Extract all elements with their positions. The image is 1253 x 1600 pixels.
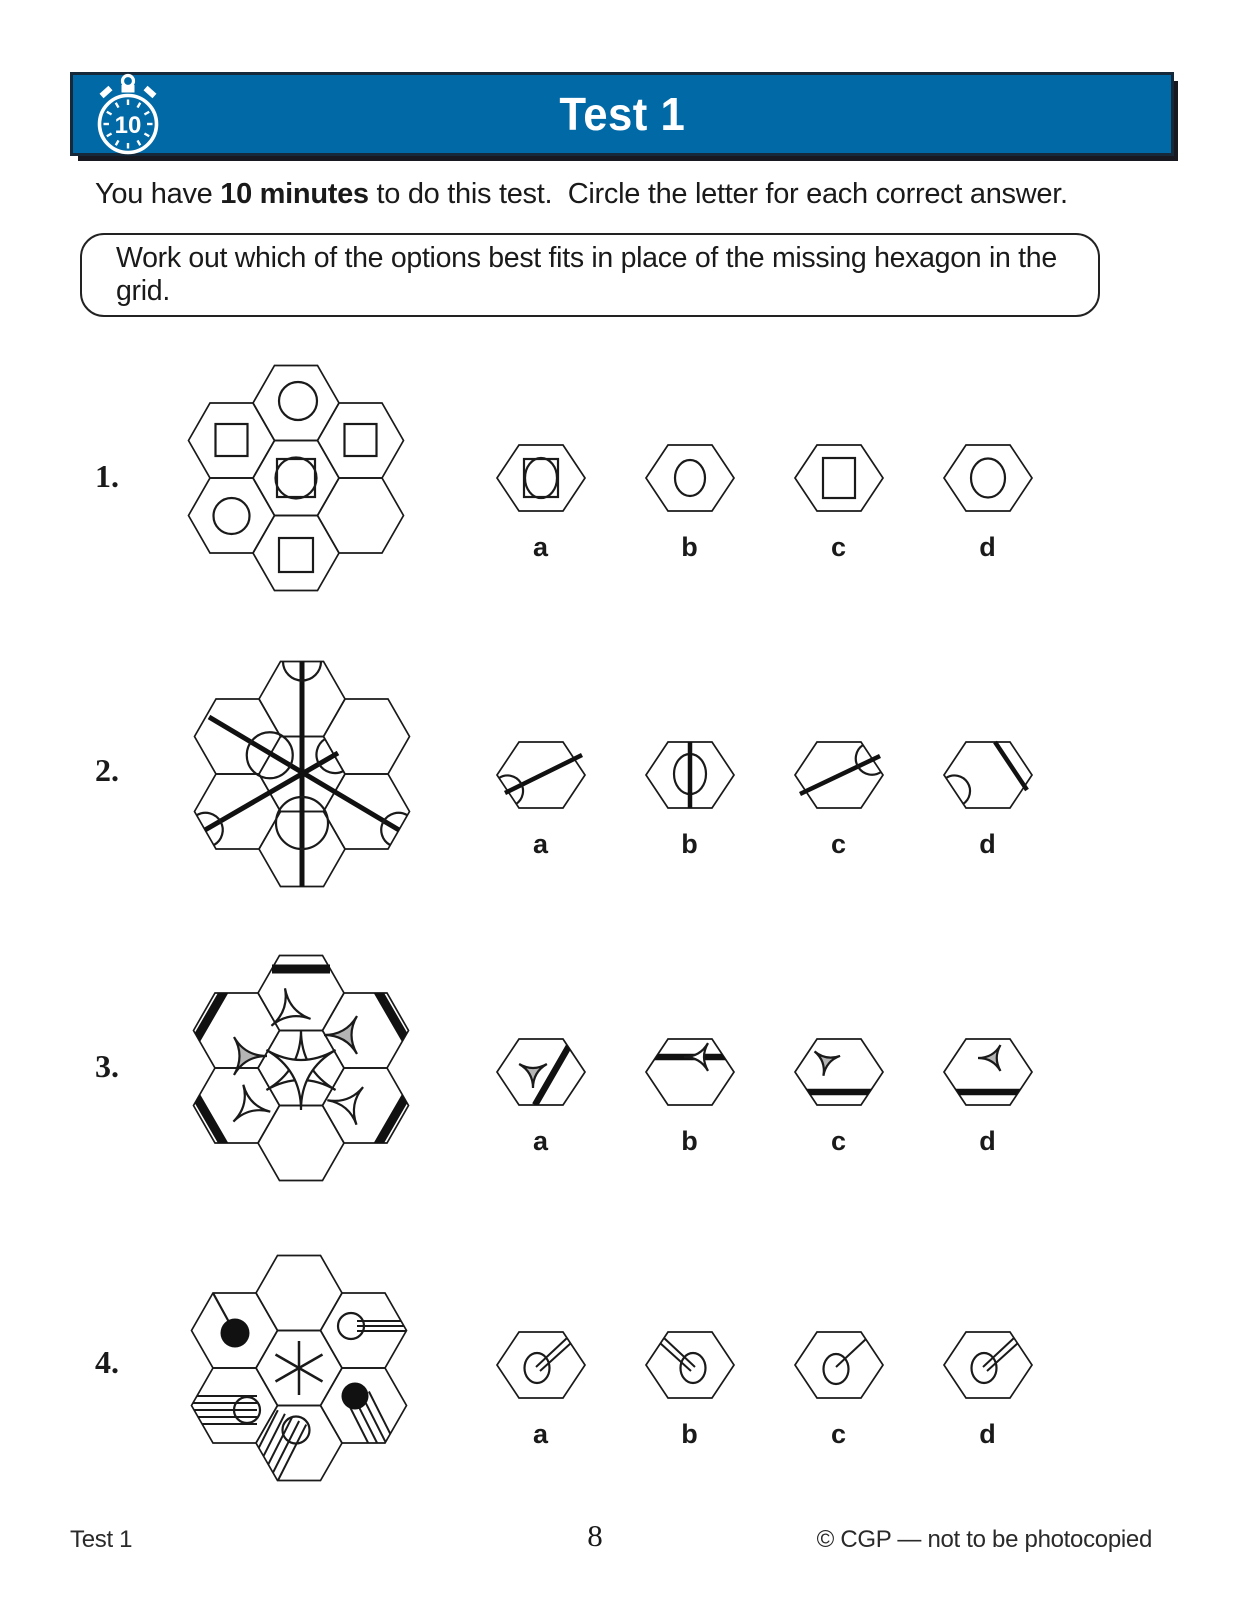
instructions-suffix: to do this test. Circle the letter for each correct answer. bbox=[368, 178, 1068, 210]
option-label[interactable]: b bbox=[681, 1419, 698, 1449]
question-3-option-b[interactable] bbox=[615, 1029, 764, 1157]
question-2-option-b[interactable] bbox=[615, 732, 764, 860]
option-figure-circle-vertical-line bbox=[630, 732, 750, 818]
option-figure-small-circle bbox=[630, 435, 750, 521]
question-2-option-c[interactable] bbox=[764, 732, 913, 860]
question-4-grid-figure bbox=[149, 1218, 449, 1518]
question-4-option-c[interactable] bbox=[764, 1322, 913, 1450]
option-label[interactable]: c bbox=[830, 829, 847, 859]
option-label[interactable]: c bbox=[830, 1126, 847, 1156]
question-4-options bbox=[466, 1322, 1062, 1450]
stopwatch-icon bbox=[83, 71, 173, 161]
option-figure-grey-star-left-bottom-stripe bbox=[928, 1029, 1048, 1115]
page-number: 8 bbox=[587, 1518, 603, 1553]
option-figure-grey-star-diagonal-stripe bbox=[481, 1029, 601, 1115]
option-label[interactable]: a bbox=[532, 1419, 549, 1449]
test-instructions bbox=[95, 178, 1155, 211]
question-1-option-b[interactable] bbox=[615, 435, 764, 563]
option-figure-grey-star-bottom-stripe bbox=[779, 1029, 899, 1115]
footer-test-name: Test 1 bbox=[70, 1526, 133, 1553]
question-1-options bbox=[466, 435, 1062, 563]
question-4-option-d[interactable] bbox=[913, 1322, 1062, 1450]
option-figure-grey-circle-single-tail bbox=[779, 1322, 899, 1408]
task-instruction-box bbox=[80, 233, 1100, 317]
option-label[interactable]: b bbox=[681, 1126, 698, 1156]
page-title: Test 1 bbox=[559, 88, 685, 140]
instructions-time: 10 minutes bbox=[220, 178, 369, 210]
timer-minutes: 10 bbox=[114, 112, 142, 139]
option-label[interactable]: d bbox=[979, 829, 996, 859]
option-label[interactable]: b bbox=[681, 829, 698, 859]
option-figure-diagonal-left-arc bbox=[481, 732, 601, 818]
option-figure-white-circle-double-tail-right bbox=[928, 1322, 1048, 1408]
question-4-number: 4. bbox=[95, 1344, 119, 1380]
option-label[interactable]: d bbox=[979, 1126, 996, 1156]
option-label[interactable]: a bbox=[532, 532, 549, 562]
option-figure-circle-in-square bbox=[481, 435, 601, 521]
question-2-option-a[interactable] bbox=[466, 732, 615, 860]
option-label[interactable]: c bbox=[830, 1419, 847, 1449]
question-4-option-a[interactable] bbox=[466, 1322, 615, 1450]
option-label[interactable]: b bbox=[681, 532, 698, 562]
option-figure-diagonal-right-arc bbox=[779, 732, 899, 818]
option-figure-star-on-top-stripe bbox=[630, 1029, 750, 1115]
question-1-option-a[interactable] bbox=[466, 435, 615, 563]
task-instruction-text: Work out which of the options best fits in place of the missing hexagon in the grid. bbox=[116, 242, 1057, 307]
option-label[interactable]: d bbox=[979, 532, 996, 562]
question-4-option-b[interactable] bbox=[615, 1322, 764, 1450]
question-2-number: 2. bbox=[95, 752, 119, 788]
option-label[interactable]: a bbox=[532, 1126, 549, 1156]
option-label[interactable]: c bbox=[830, 532, 847, 562]
question-3-option-a[interactable] bbox=[466, 1029, 615, 1157]
question-1-option-d[interactable] bbox=[913, 435, 1062, 563]
question-1-number: 1. bbox=[95, 458, 119, 494]
footer-copyright: © CGP — not to be photocopied bbox=[816, 1526, 1152, 1553]
question-1-grid-figure bbox=[146, 328, 446, 628]
question-2-options bbox=[466, 732, 1062, 860]
question-2-option-d[interactable] bbox=[913, 732, 1062, 860]
question-3-number: 3. bbox=[95, 1048, 119, 1084]
test-banner bbox=[70, 72, 1174, 156]
question-1-option-c[interactable] bbox=[764, 435, 913, 563]
option-figure-steep-line-left-arc bbox=[928, 732, 1048, 818]
option-figure-square bbox=[779, 435, 899, 521]
instructions-prefix: You have bbox=[95, 178, 221, 210]
question-3-option-c[interactable] bbox=[764, 1029, 913, 1157]
option-figure-grey-circle-double-tail-right bbox=[481, 1322, 601, 1408]
question-3-option-d[interactable] bbox=[913, 1029, 1062, 1157]
question-3-options bbox=[466, 1029, 1062, 1157]
option-figure-circle bbox=[928, 435, 1048, 521]
question-2-grid-figure bbox=[152, 624, 452, 924]
question-3-grid-figure bbox=[151, 918, 451, 1218]
option-figure-grey-circle-double-tail-left bbox=[630, 1322, 750, 1408]
option-label[interactable]: a bbox=[532, 829, 549, 859]
option-label[interactable]: d bbox=[979, 1419, 996, 1449]
